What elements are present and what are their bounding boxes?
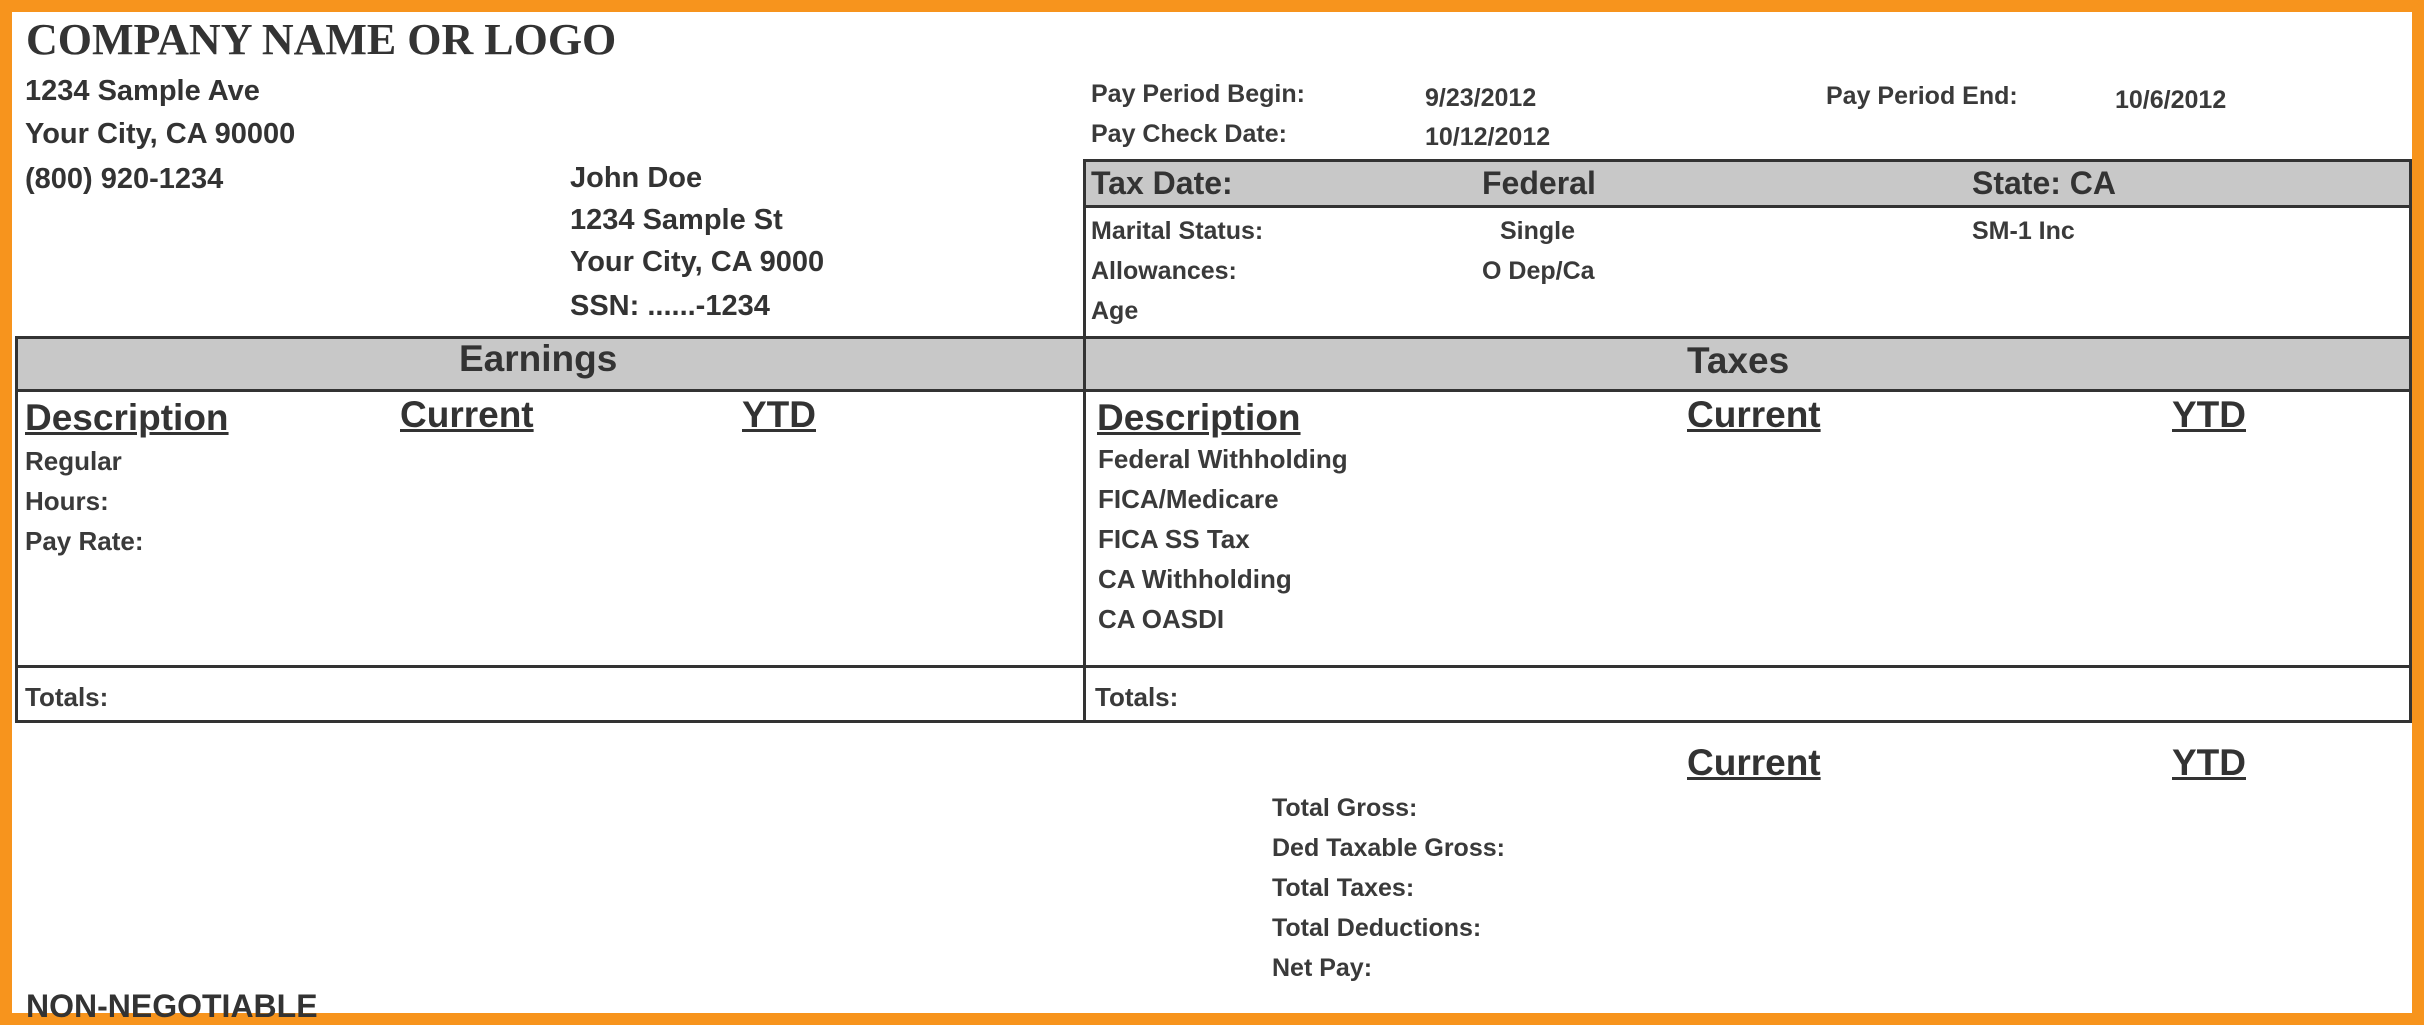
employee-name: John Doe: [570, 162, 703, 194]
allowances-value: O Dep/Ca: [1482, 257, 1595, 285]
taxes-row-ca-oasdi: CA OASDI: [1098, 604, 1225, 634]
earnings-col-current: Current: [400, 394, 534, 435]
employee-address-line1: 1234 Sample St: [570, 204, 783, 236]
tax-date-label: Tax Date:: [1091, 165, 1233, 201]
pay-period-begin-value: 9/23/2012: [1425, 84, 1537, 112]
non-negotiable-label: NON-NEGOTIABLE: [26, 988, 318, 1024]
tax-info-header-divider: [1083, 205, 2412, 208]
summary-col-ytd: YTD: [2172, 742, 2246, 783]
allowances-label: Allowances:: [1091, 257, 1237, 285]
taxes-row-fica-medicare: FICA/Medicare: [1098, 484, 1279, 514]
marital-status-value: Single: [1500, 217, 1576, 245]
summary-total-deductions: Total Deductions:: [1272, 914, 1482, 942]
tax-info-box: [1083, 159, 2412, 339]
earnings-row-regular: Regular: [25, 446, 122, 476]
totals-divider: [15, 665, 2412, 668]
earnings-row-pay-rate: Pay Rate:: [25, 526, 144, 556]
pay-period-begin-label: Pay Period Begin:: [1091, 80, 1305, 108]
taxes-row-fica-ss-tax: FICA SS Tax: [1098, 524, 1250, 554]
taxes-col-ytd: YTD: [2172, 394, 2246, 435]
taxes-row-federal-withholding: Federal Withholding: [1098, 444, 1348, 474]
state-marital-value: SM-1 Inc: [1972, 217, 2075, 245]
taxes-col-description: Description: [1097, 397, 1301, 438]
employee-address-line2: Your City, CA 9000: [570, 246, 825, 278]
company-name: COMPANY NAME OR LOGO: [26, 15, 617, 64]
summary-total-gross: Total Gross:: [1272, 794, 1418, 822]
company-address-line2: Your City, CA 90000: [25, 118, 296, 150]
taxes-col-current: Current: [1687, 394, 1821, 435]
taxes-row-ca-withholding: CA Withholding: [1098, 564, 1292, 594]
marital-status-label: Marital Status:: [1091, 217, 1264, 245]
pay-check-date-label: Pay Check Date:: [1091, 120, 1287, 148]
earnings-taxes-header-divider: [15, 389, 2412, 392]
pay-check-date-value: 10/12/2012: [1425, 123, 1551, 151]
pay-period-end-value: 10/6/2012: [2115, 86, 2227, 114]
employee-ssn: SSN: ......-1234: [570, 290, 770, 322]
earnings-col-description: Description: [25, 397, 229, 438]
summary-ded-taxable-gross: Ded Taxable Gross:: [1272, 834, 1505, 862]
earnings-col-ytd: YTD: [742, 394, 816, 435]
taxes-totals-label: Totals:: [1095, 682, 1179, 712]
summary-total-taxes: Total Taxes:: [1272, 874, 1415, 902]
company-phone: (800) 920-1234: [25, 163, 224, 195]
taxes-title: Taxes: [1687, 340, 1790, 381]
company-address-line1: 1234 Sample Ave: [25, 75, 260, 107]
earnings-row-hours: Hours:: [25, 486, 109, 516]
state-label: State: CA: [1972, 165, 2117, 201]
summary-net-pay: Net Pay:: [1272, 954, 1373, 982]
federal-label: Federal: [1482, 165, 1596, 201]
summary-col-current: Current: [1687, 742, 1821, 783]
age-label: Age: [1091, 297, 1139, 325]
pay-period-end-label: Pay Period End:: [1826, 82, 2018, 110]
earnings-title: Earnings: [459, 338, 618, 379]
earnings-totals-label: Totals:: [25, 682, 109, 712]
